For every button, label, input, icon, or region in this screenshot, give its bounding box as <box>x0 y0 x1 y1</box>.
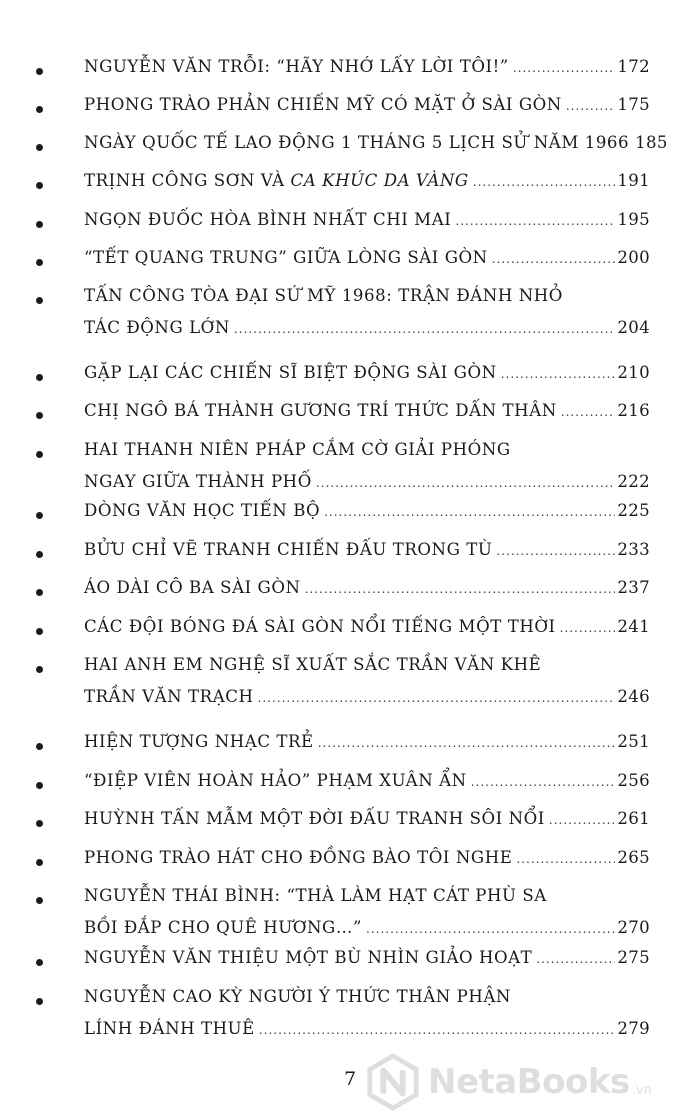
bullet-icon <box>36 897 43 904</box>
toc-entry-page: 265 <box>617 848 650 867</box>
bullet-icon <box>36 551 43 558</box>
dot-leader <box>536 946 615 972</box>
bullet-icon <box>36 959 43 966</box>
toc-entry-line <box>84 684 650 711</box>
bullet-icon <box>36 451 43 458</box>
dot-leader <box>501 361 616 387</box>
dot-leader <box>496 538 615 564</box>
toc-entry-title: BỒI ĐẮP CHO QUÊ HƯƠNG…” <box>84 918 363 937</box>
toc-entry-line <box>84 168 650 195</box>
bullet-icon <box>36 259 43 266</box>
dot-leader <box>258 685 616 711</box>
bullet-icon <box>36 106 43 113</box>
dot-leader <box>366 916 615 942</box>
toc-entry-line <box>84 945 650 972</box>
bullet-icon <box>36 182 43 189</box>
dot-leader <box>455 208 615 234</box>
toc-entry-title: LÍNH ĐÁNH THUÊ <box>84 1019 255 1038</box>
toc-entry-title: HAI THANH NIÊN PHÁP CẮM CỜ GIẢI PHÓNG <box>84 440 511 459</box>
dot-leader <box>316 470 616 496</box>
bullet-icon <box>36 144 43 151</box>
toc-entry-title: GẶP LẠI CÁC CHIẾN SĨ BIỆT ĐỘNG SÀI GÒN <box>84 363 497 382</box>
toc-entry-title: NGAY GIỮA THÀNH PHỐ <box>84 472 312 491</box>
toc-entry-title: NGÀY QUỐC TẾ LAO ĐỘNG 1 THÁNG 5 LỊCH SỬ NĂM 1966 <box>84 133 630 152</box>
toc-entry-line <box>84 398 650 425</box>
dot-leader <box>318 730 616 756</box>
bullet-icon <box>36 998 43 1005</box>
bullet-icon <box>36 512 43 519</box>
toc-entry-page: 261 <box>617 809 650 828</box>
toc-entry-title: BỬU CHỈ VẼ TRANH CHIẾN ĐẤU TRONG TÙ <box>84 540 493 559</box>
toc-entry-title: PHONG TRÀO PHẢN CHIẾN MỸ CÓ MẶT Ở SÀI GÒN <box>84 95 562 114</box>
toc-entry-title: NGỌN ĐUỐC HÒA BÌNH NHẤT CHI MAI <box>84 210 452 229</box>
bullet-icon <box>36 859 43 866</box>
toc-entry-line <box>84 652 650 678</box>
toc-entry-line <box>84 984 650 1010</box>
bullet-icon <box>36 743 43 750</box>
toc-entry-italic-title: CA KHÚC DA VÀNG <box>290 171 469 190</box>
toc-entry-title: DÒNG VĂN HỌC TIẾN BỘ <box>84 501 321 520</box>
toc-entry-line <box>84 614 650 641</box>
toc-entry-page: 251 <box>617 732 650 751</box>
bullet-icon <box>36 589 43 596</box>
bullet-icon <box>36 221 43 228</box>
toc-entry-line <box>84 915 650 942</box>
toc-entry-line <box>84 537 650 564</box>
dot-leader <box>513 55 616 81</box>
dot-leader <box>560 615 616 641</box>
toc-entry-page: 233 <box>617 540 650 559</box>
toc-entry-title: TRẦN VĂN TRẠCH <box>84 687 254 706</box>
toc-entry-line <box>84 283 650 309</box>
toc-entry-page: 175 <box>617 95 650 114</box>
toc-entry-line <box>84 806 650 833</box>
dot-leader <box>473 169 616 195</box>
page-number: 7 <box>343 1068 357 1090</box>
dot-leader <box>549 807 616 833</box>
toc-entry-line <box>84 575 650 602</box>
dot-leader <box>259 1017 616 1043</box>
bullet-icon <box>36 68 43 75</box>
toc-entry-title: TẤN CÔNG TÒA ĐẠI SỨ MỸ 1968: TRẬN ĐÁNH NHỎ <box>84 286 563 305</box>
toc-entry-page: 225 <box>617 501 650 520</box>
bullet-icon <box>36 412 43 419</box>
toc-entry-page: 216 <box>617 401 650 420</box>
dot-leader <box>234 316 616 342</box>
toc-entry-page: 256 <box>617 771 650 790</box>
toc-entry-title: NGUYỄN CAO KỲ NGƯỜI Ý THỨC THÂN PHẬN <box>84 987 511 1006</box>
toc-entry-page: 195 <box>617 210 650 229</box>
watermark <box>364 1046 700 1118</box>
toc-entry-line <box>84 768 650 795</box>
toc-entry-title: “TẾT QUANG TRUNG” GIỮA LÒNG SÀI GÒN <box>84 248 488 267</box>
toc-entry-title: HIỆN TƯỢNG NHẠC TRẺ <box>84 732 314 751</box>
bullet-icon <box>36 297 43 304</box>
toc-entry-title: CÁC ĐỘI BÓNG ĐÁ SÀI GÒN NỔI TIẾNG MỘT THỜI <box>84 617 556 636</box>
toc-entry-line <box>84 729 650 756</box>
toc-entry-title: ÁO DÀI CÔ BA SÀI GÒN <box>84 578 301 597</box>
toc-entry-page: 200 <box>617 248 650 267</box>
dot-leader <box>561 399 616 425</box>
dot-leader <box>324 499 615 525</box>
toc-entry-page: 246 <box>617 687 650 706</box>
toc-entry-page: 185 <box>635 133 668 152</box>
toc-entry-line <box>84 883 650 909</box>
toc-entry-line <box>84 469 650 496</box>
toc-entry-line <box>84 845 650 872</box>
toc-entry-title: HAI ANH EM NGHỆ SĨ XUẤT SẮC TRẦN VĂN KHÊ <box>84 655 542 674</box>
toc-entry-page: 237 <box>617 578 650 597</box>
toc-entry-page: 241 <box>617 617 650 636</box>
toc-entry-page: 275 <box>617 948 650 967</box>
toc-entry-title: TÁC ĐỘNG LỚN <box>84 318 230 337</box>
toc-entry-page: 270 <box>617 918 650 937</box>
toc-entry-line <box>84 315 650 342</box>
toc-entry-line <box>84 360 650 387</box>
toc-entry-line <box>84 498 650 525</box>
toc-entry-page: 210 <box>617 363 650 382</box>
watermark-suffix: .vn <box>631 1082 652 1098</box>
bullet-icon <box>36 782 43 789</box>
toc-entry-line <box>84 1016 650 1043</box>
toc-entry-page: 204 <box>617 318 650 337</box>
bullet-icon <box>36 374 43 381</box>
toc-entry-title: TRỊNH CÔNG SƠN VÀ <box>84 171 285 190</box>
toc-entry-title: CHỊ NGÔ BÁ THÀNH GƯƠNG TRÍ THỨC DẤN THÂN <box>84 401 557 420</box>
toc-entry-line <box>84 92 650 119</box>
toc-entry-title: NGUYỄN VĂN THIỆU MỘT BÙ NHÌN GIẢO HOẠT <box>84 948 533 967</box>
watermark-brand: NetaBooks <box>428 1062 630 1102</box>
bullet-icon <box>36 820 43 827</box>
dot-leader <box>305 576 616 602</box>
toc-entry-line <box>84 130 668 157</box>
toc-entry-page: 191 <box>617 171 650 190</box>
toc-entry-title: “ĐIỆP VIÊN HOÀN HẢO” PHẠM XUÂN ẨN <box>84 771 467 790</box>
toc-entry-line <box>84 54 650 81</box>
toc-entry-line <box>84 207 650 234</box>
bullet-icon <box>36 628 43 635</box>
toc-entry-title: NGUYỄN VĂN TRỖI: “HÃY NHỚ LẤY LỜI TÔI!” <box>84 57 509 76</box>
toc-entry-title: PHONG TRÀO HÁT CHO ĐỒNG BÀO TÔI NGHE <box>84 848 513 867</box>
bullet-icon <box>36 666 43 673</box>
toc-entry-page: 172 <box>617 57 650 76</box>
toc-entry-line <box>84 245 650 272</box>
toc-entry-page: 222 <box>617 472 650 491</box>
dot-leader <box>566 93 616 119</box>
toc-entry-page: 279 <box>617 1019 650 1038</box>
dot-leader <box>516 846 615 872</box>
toc-entry-line <box>84 437 650 463</box>
toc-entry-title: NGUYỄN THÁI BÌNH: “THÀ LÀM HẠT CÁT PHÙ SA <box>84 886 547 905</box>
dot-leader <box>471 769 616 795</box>
toc-entry-title: HUỲNH TẤN MẪM MỘT ĐỜI ĐẤU TRANH SÔI NỔI <box>84 809 545 828</box>
dot-leader <box>492 246 616 272</box>
netabooks-logo-icon <box>364 1053 422 1111</box>
